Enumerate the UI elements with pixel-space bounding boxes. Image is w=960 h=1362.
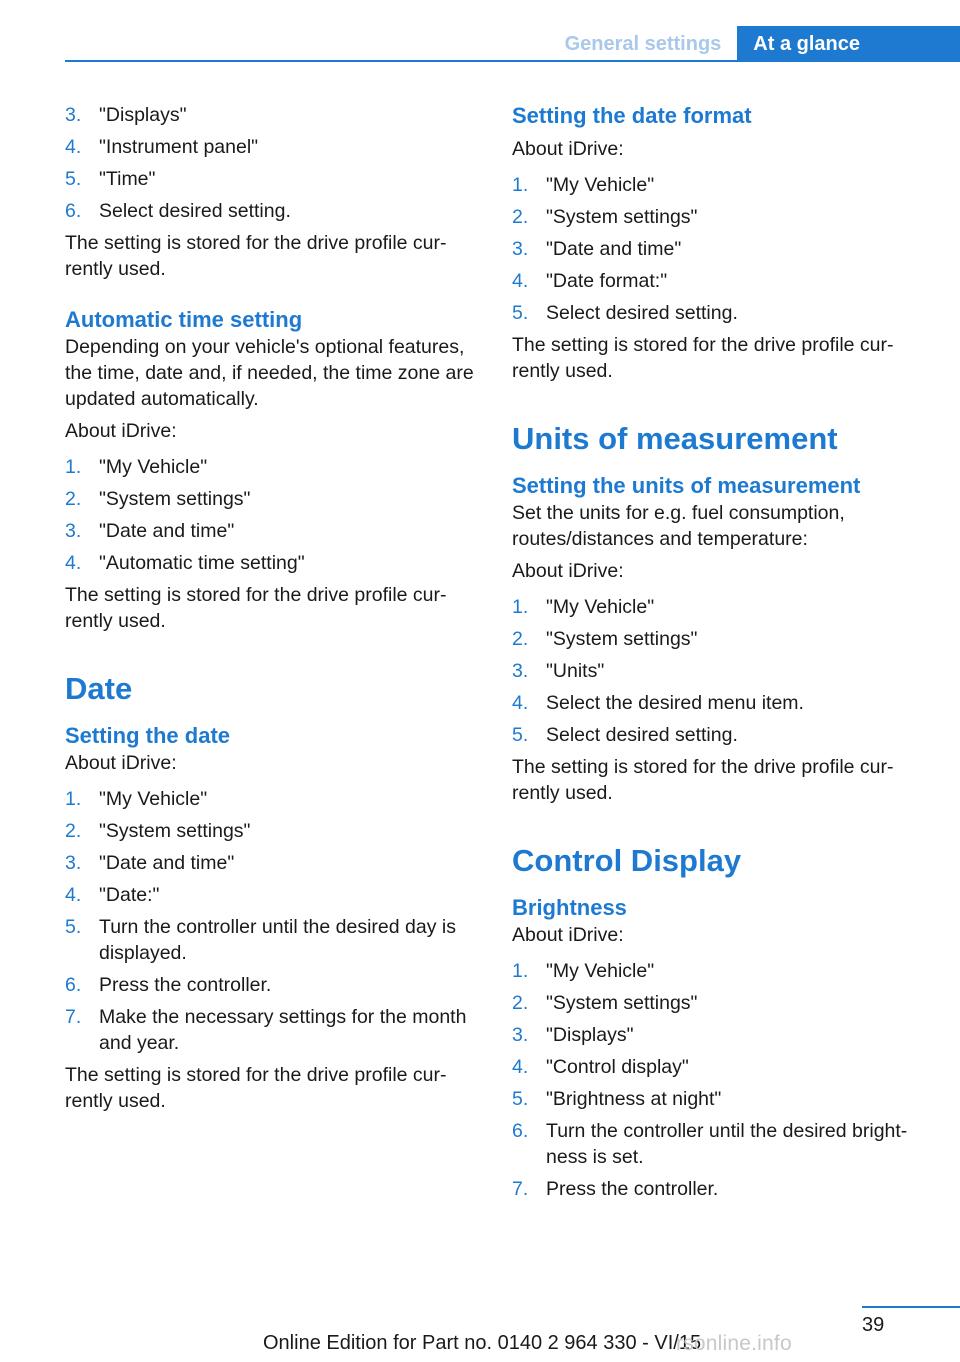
step-text: "My Vehicle" (546, 596, 655, 618)
step-number: 1. (512, 960, 529, 982)
section-tab: General settings (564, 33, 722, 55)
setting-date-heading: Setting the date (65, 723, 231, 748)
step-text: "Displays" (546, 1024, 634, 1046)
step-number: 2. (65, 488, 82, 510)
brightness-list (512, 958, 930, 1202)
list-item (512, 1118, 930, 1170)
step-text: Select desired setting. (546, 724, 738, 746)
control-display-section-title: Control Display (512, 843, 742, 878)
step-number: 3. (512, 238, 529, 260)
step-text: "Date format:" (546, 270, 668, 292)
step-text: "Brightness at night" (546, 1088, 722, 1110)
step-text: "Date:" (99, 884, 160, 906)
units-body: Set the units for e.g. fuel consumption, routes/distances and temperature: (512, 502, 845, 550)
about-idrive: About iDrive: (512, 924, 624, 946)
list-item (65, 550, 483, 576)
step-number: 4. (512, 1056, 529, 1078)
step-number: 3. (512, 1024, 529, 1046)
about-idrive: About iDrive: (65, 420, 177, 442)
step-text: Press the controller. (99, 974, 272, 996)
list-top (65, 102, 483, 224)
step-text: "Time" (99, 168, 156, 190)
units-list (512, 594, 930, 748)
step-number: 1. (65, 456, 82, 478)
step-number: 3. (512, 660, 529, 682)
step-text: "My Vehicle" (546, 960, 655, 982)
list-item (65, 198, 483, 224)
list-item (65, 1004, 483, 1056)
step-text: Make the necessary settings for the month and year. (99, 1006, 467, 1054)
stored-note: The setting is stored for the drive profile cur-rently used. (65, 232, 447, 280)
step-text: "My Vehicle" (99, 788, 208, 810)
step-number: 6. (65, 200, 82, 222)
list-item (512, 1086, 930, 1112)
step-number: 4. (512, 692, 529, 714)
stored-note: The setting is stored for the drive profile cur-rently used. (65, 1064, 447, 1112)
date-format-list (512, 172, 930, 326)
list-item (512, 204, 930, 230)
list-item (512, 658, 930, 684)
list-item (65, 972, 483, 998)
step-number: 1. (512, 174, 529, 196)
step-number: 7. (65, 1006, 82, 1028)
step-text: Turn the controller until the desired day is displayed. (99, 916, 456, 964)
list-item (512, 300, 930, 326)
list-item (512, 236, 930, 262)
list-item (512, 1054, 930, 1080)
step-text: "System settings" (546, 992, 698, 1014)
step-text: "Control display" (546, 1056, 689, 1078)
step-number: 1. (65, 788, 82, 810)
stored-note: The setting is stored for the drive profile cur-rently used. (512, 334, 894, 382)
step-number: 2. (512, 628, 529, 650)
step-text: "System settings" (546, 206, 698, 228)
list-item (512, 1176, 930, 1202)
step-number: 5. (65, 916, 82, 938)
list-item (65, 518, 483, 544)
auto-time-heading: Automatic time setting (65, 307, 303, 332)
step-text: Select the desired menu item. (546, 692, 804, 714)
stored-note: The setting is stored for the drive profile cur-rently used. (65, 584, 447, 632)
step-text: "Units" (546, 660, 605, 682)
step-number: 4. (65, 884, 82, 906)
list-item (512, 626, 930, 652)
step-text: "Date and time" (546, 238, 682, 260)
list-item (512, 172, 930, 198)
units-section-title: Units of measurement (512, 421, 838, 456)
step-text: "Date and time" (99, 520, 235, 542)
step-text: "Instrument panel" (99, 136, 259, 158)
auto-time-list (65, 454, 483, 576)
page-header (65, 26, 960, 62)
step-number: 5. (512, 1088, 529, 1110)
step-text: Press the controller. (546, 1178, 719, 1200)
about-idrive: About iDrive: (512, 138, 624, 160)
list-item (65, 102, 483, 128)
step-text: Turn the controller until the desired bright-ness is set. (546, 1120, 908, 1168)
step-text: Select desired setting. (546, 302, 738, 324)
left-column (65, 102, 483, 1114)
edition-text: Online Edition for Part no. 0140 2 964 330 - VI/15 (263, 1332, 702, 1354)
right-column (512, 102, 930, 1208)
list-item (65, 786, 483, 812)
watermark: rsonline.info (676, 1332, 792, 1355)
step-text: "My Vehicle" (99, 456, 208, 478)
step-number: 3. (65, 520, 82, 542)
step-text: "System settings" (99, 820, 251, 842)
step-number: 7. (512, 1178, 529, 1200)
step-number: 2. (65, 820, 82, 842)
auto-time-body: Depending on your vehicle's optional features, the time, date and, if needed, the time zone are updated automatically. (65, 336, 474, 410)
step-text: "System settings" (546, 628, 698, 650)
step-number: 5. (65, 168, 82, 190)
header-tabs (549, 26, 960, 60)
list-item (65, 818, 483, 844)
date-list (65, 786, 483, 1056)
list-item (65, 914, 483, 966)
list-item (65, 454, 483, 480)
list-item (512, 690, 930, 716)
date-format-heading: Setting the date format (512, 103, 752, 128)
list-item (65, 850, 483, 876)
step-number: 1. (512, 596, 529, 618)
chapter-tab: At a glance (737, 26, 960, 60)
step-number: 3. (65, 104, 82, 126)
step-number: 5. (512, 302, 529, 324)
list-item (512, 990, 930, 1016)
step-text: "System settings" (99, 488, 251, 510)
footer-rule (862, 1306, 960, 1308)
step-text: "Automatic time setting" (99, 552, 305, 574)
about-idrive: About iDrive: (512, 560, 624, 582)
step-number: 3. (65, 852, 82, 874)
step-number: 4. (512, 270, 529, 292)
list-item (512, 958, 930, 984)
step-text: Select desired setting. (99, 200, 291, 222)
list-item (512, 594, 930, 620)
page-number: 39 (862, 1314, 885, 1336)
step-number: 4. (65, 552, 82, 574)
step-text: "Displays" (99, 104, 187, 126)
list-item (65, 882, 483, 908)
step-text: "My Vehicle" (546, 174, 655, 196)
stored-note: The setting is stored for the drive profile cur-rently used. (512, 756, 894, 804)
units-heading: Setting the units of measurement (512, 473, 861, 498)
about-idrive: About iDrive: (65, 752, 177, 774)
list-item (65, 486, 483, 512)
step-number: 5. (512, 724, 529, 746)
header-rule (65, 60, 960, 62)
step-number: 2. (512, 992, 529, 1014)
step-text: "Date and time" (99, 852, 235, 874)
step-number: 6. (512, 1120, 529, 1142)
step-number: 6. (65, 974, 82, 996)
list-item (512, 722, 930, 748)
list-item (65, 134, 483, 160)
step-number: 4. (65, 136, 82, 158)
list-item (512, 268, 930, 294)
brightness-heading: Brightness (512, 895, 627, 920)
step-number: 2. (512, 206, 529, 228)
date-section-title: Date (65, 671, 133, 706)
list-item (65, 166, 483, 192)
list-item (512, 1022, 930, 1048)
